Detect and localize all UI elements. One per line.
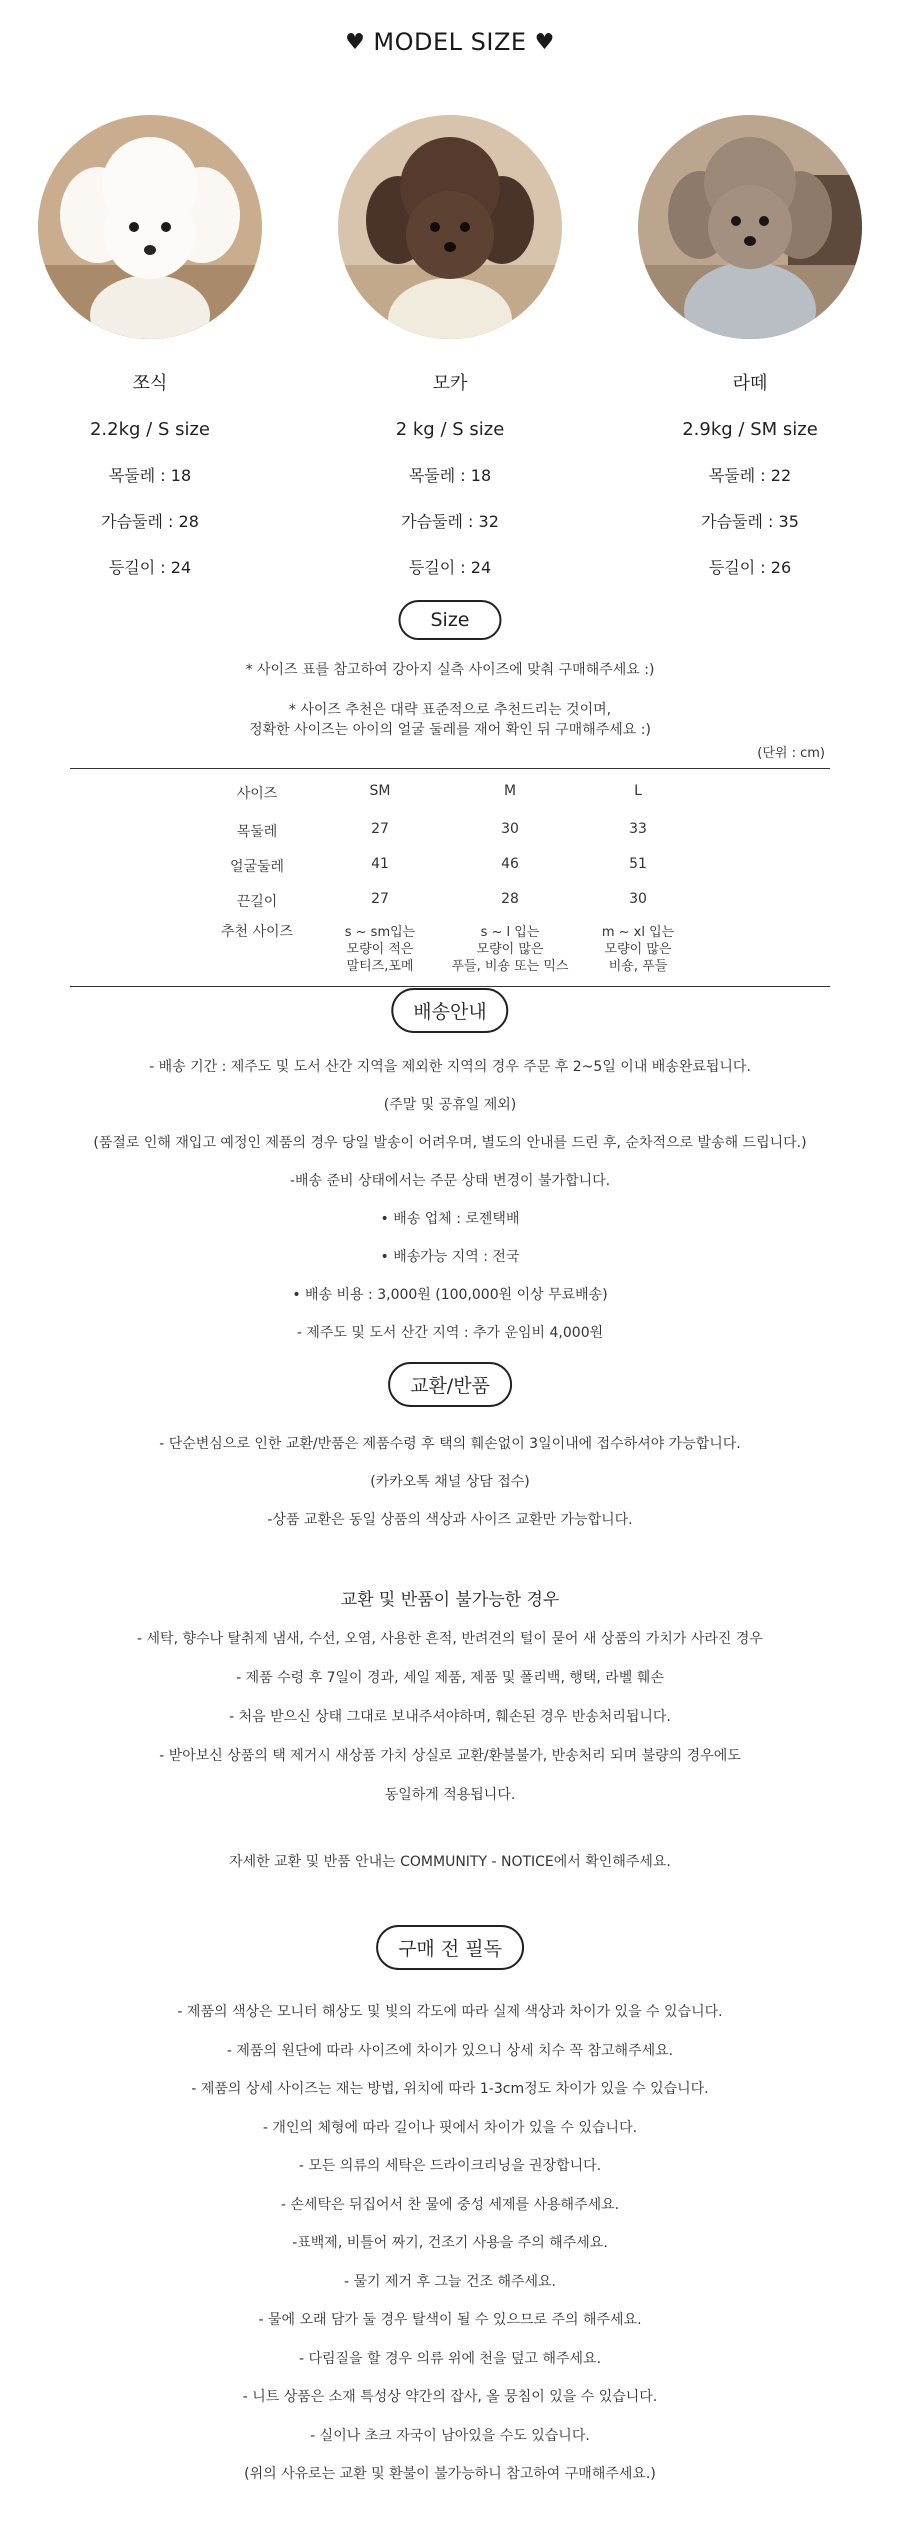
- restriction-line: 동일하게 적용됩니다.: [384, 1787, 516, 1803]
- exchange-footer: 자세한 교환 및 반품 안내는 COMMUNITY - NOTICE에서 확인해주세요.: [229, 1854, 671, 1870]
- size-heading: Size: [398, 600, 501, 640]
- model-weight: 2.9kg / SM size: [682, 419, 818, 440]
- table-header-cell: M: [503, 783, 517, 799]
- table-cell: 27: [371, 821, 389, 837]
- shipping-heading: 배송안내: [391, 988, 508, 1033]
- precaution-line: - 니트 상품은 소재 특성상 약간의 잡사, 올 뭉침이 있을 수 있습니다.: [242, 2389, 658, 2405]
- table-row-recommend: [70, 916, 830, 986]
- table-cell: 41: [371, 856, 389, 872]
- model-weight: 2 kg / S size: [395, 419, 505, 440]
- size-note: * 사이즈 표를 참고하여 강아지 실측 사이즈에 맞춰 구매해주세요 :): [245, 662, 655, 678]
- model-name: 라떼: [732, 373, 768, 394]
- recommend-line: s ~ sm입는: [344, 925, 416, 940]
- table-row: [70, 811, 830, 846]
- recommend-line: 말티즈,포메: [346, 959, 414, 974]
- recommend-line: 모량이 많은: [604, 942, 672, 957]
- exchange-heading: 교환/반품: [388, 1362, 512, 1407]
- shipping-line: • 배송 비용 : 3,000원 (100,000원 이상 무료배송): [292, 1287, 608, 1303]
- recommend-line: m ~ xl 입는: [601, 925, 675, 940]
- precaution-line: (위의 사유로는 교환 및 환불이 불가능하니 참고하여 구매해주세요.): [244, 2466, 656, 2482]
- precaution-line: - 제품의 색상은 모니터 해상도 및 빛의 각도에 따라 실제 색상과 차이가 있을 수 있습니다.: [177, 2004, 723, 2020]
- precaution-line: - 실이나 초크 자국이 남아있을 수도 있습니다.: [310, 2427, 590, 2444]
- exchange-line: - 단순변심으로 인한 교환/반품은 제품수령 후 택의 훼손없이 3일이내에 접수하셔야 가능합니다.: [159, 1436, 741, 1452]
- model-chest: 가슴둘레 : 28: [101, 512, 199, 531]
- shipping-line: -배송 준비 상태에서는 주문 상태 변경이 불가합니다.: [289, 1173, 611, 1189]
- table-cell: 목둘레: [236, 824, 278, 840]
- precaution-line: - 개인의 체형에 따라 길이나 핏에서 차이가 있을 수 있습니다.: [262, 2119, 638, 2136]
- exchange-subheading: 교환 및 반품이 불가능한 경우: [340, 1590, 560, 1610]
- table-cell: 28: [501, 891, 519, 907]
- model-chest: 가슴둘레 : 35: [701, 512, 799, 531]
- model-neck: 목둘레 : 22: [708, 466, 792, 485]
- size-table: [70, 768, 830, 987]
- table-cell: 30: [501, 821, 519, 837]
- precaution-line: - 물기 제거 후 그늘 건조 해주세요.: [343, 2273, 556, 2290]
- precaution-line: - 모든 의류의 세탁은 드라이크리닝을 권장합니다.: [298, 2158, 602, 2174]
- restriction-line: - 세탁, 향수나 탈취제 냄새, 수선, 오염, 사용한 흔적, 반려견의 털이 묻어 새 상품의 가치가 사라진 경우: [137, 1631, 763, 1647]
- model-size-title-text: MODEL SIZE: [373, 28, 527, 56]
- shipping-line: • 배송가능 지역 : 전국: [380, 1249, 520, 1265]
- exchange-restrictions: [0, 1620, 900, 1815]
- precaution-line: - 다림질을 할 경우 의류 위에 천을 덮고 해주세요.: [298, 2350, 602, 2367]
- model-back: 등길이 : 24: [108, 558, 192, 577]
- precaution-line: - 물에 오래 담가 둘 경우 탈색이 될 수 있으므로 주의 해주세요.: [258, 2312, 642, 2328]
- model-weight: 2.2kg / S size: [89, 419, 211, 440]
- model-card-latte: [620, 115, 880, 578]
- size-table-header: [70, 769, 830, 811]
- size-note: * 사이즈 추천은 대략 표준적으로 추천드리는 것이며,: [288, 702, 612, 718]
- model-neck: 목둘레 : 18: [408, 466, 492, 485]
- model-card-mocha: [320, 115, 580, 578]
- model-card-jjosik: [20, 115, 280, 578]
- model-name: 쪼식: [132, 373, 168, 394]
- recommend-line: 모량이 많은: [476, 942, 544, 957]
- table-cell: 46: [501, 856, 519, 872]
- heart-icon: ♥: [534, 30, 555, 55]
- model-neck: 목둘레 : 18: [108, 466, 192, 485]
- precaution-line: - 제품의 상세 사이즈는 재는 방법, 위치에 따라 1-3cm정도 차이가 있을 수 있습니다.: [191, 2081, 709, 2097]
- table-header-cell: L: [634, 783, 642, 799]
- model-photo-beige-poodle: [638, 115, 862, 339]
- size-unit: (단위 : cm): [757, 746, 825, 761]
- precaution-line: - 제품의 원단에 따라 사이즈에 차이가 있으니 상세 치수 꼭 참고해주세요.: [226, 2042, 674, 2059]
- model-back: 등길이 : 24: [408, 558, 492, 577]
- shipping-line: - 제주도 및 도서 산간 지역 : 추가 운임비 4,000원: [296, 1325, 604, 1341]
- table-cell: 30: [629, 891, 647, 907]
- restriction-line: - 받아보신 상품의 택 제거시 새상품 가치 상실로 교환/환불불가, 반송처리 되며 불량의 경우에도: [159, 1748, 741, 1764]
- exchange-line: (카카오톡 채널 상담 접수): [370, 1474, 530, 1490]
- recommend-line: s ~ l 입는: [480, 925, 540, 940]
- recommend-line: 푸들, 비숑 또는 믹스: [451, 959, 569, 974]
- exchange-section: [0, 1425, 900, 1539]
- table-header-cell: 사이즈: [236, 786, 278, 802]
- precautions-heading: 구매 전 필독: [376, 1925, 524, 1970]
- model-photo-white-poodle: [38, 115, 262, 339]
- precautions-section: [0, 1993, 900, 2494]
- recommend-line: 모량이 적은: [346, 942, 414, 957]
- exchange-line: -상품 교환은 동일 상품의 색상과 사이즈 교환만 가능합니다.: [267, 1512, 633, 1528]
- shipping-line: - 배송 기간 : 제주도 및 도서 산간 지역을 제외한 지역의 경우 주문 후 2~5일 이내 배송완료됩니다.: [149, 1059, 751, 1075]
- table-cell: 51: [629, 856, 647, 872]
- model-back: 등길이 : 26: [708, 558, 792, 577]
- model-size-title: [0, 28, 900, 56]
- table-cell: [558, 924, 718, 975]
- restriction-line: - 제품 수령 후 7일이 경과, 세일 제품, 제품 및 폴리백, 행택, 라벨 훼손: [236, 1670, 664, 1686]
- shipping-line: • 배송 업체 : 로젠택배: [380, 1211, 520, 1227]
- shipping-line: (품절로 인해 재입고 예정인 제품의 경우 당일 발송이 어려우며, 별도의 안내를 드린 후, 순차적으로 발송해 드립니다.): [93, 1135, 807, 1151]
- table-cell: 끈길이: [236, 894, 278, 910]
- precaution-line: -표백제, 비틀어 짜기, 건조기 사용을 주의 해주세요.: [292, 2235, 608, 2251]
- precaution-line: - 손세탁은 뒤집어서 찬 물에 중성 세제를 사용해주세요.: [280, 2196, 620, 2213]
- restriction-line: - 처음 받으신 상태 그대로 보내주셔야하며, 훼손된 경우 반송처리됩니다.: [229, 1709, 671, 1725]
- table-row: [70, 846, 830, 881]
- model-chest: 가슴둘레 : 32: [401, 512, 499, 531]
- table-cell: 추천 사이즈: [220, 924, 294, 940]
- shipping-section: [0, 1048, 900, 1352]
- heart-icon: ♥: [345, 30, 366, 55]
- size-note: 정확한 사이즈는 아이의 얼굴 둘레를 재어 확인 뒤 구매해주세요 :): [249, 722, 651, 738]
- model-photo-brown-poodle: [338, 115, 562, 339]
- table-cell: 얼굴둘레: [229, 859, 285, 875]
- table-cell: 33: [629, 821, 647, 837]
- table-row: [70, 881, 830, 916]
- table-header-cell: SM: [369, 783, 391, 799]
- table-cell: 27: [371, 891, 389, 907]
- recommend-line: 비숑, 푸들: [608, 959, 668, 974]
- shipping-line: (주말 및 공휴일 제외): [383, 1097, 517, 1113]
- model-name: 모카: [432, 373, 468, 394]
